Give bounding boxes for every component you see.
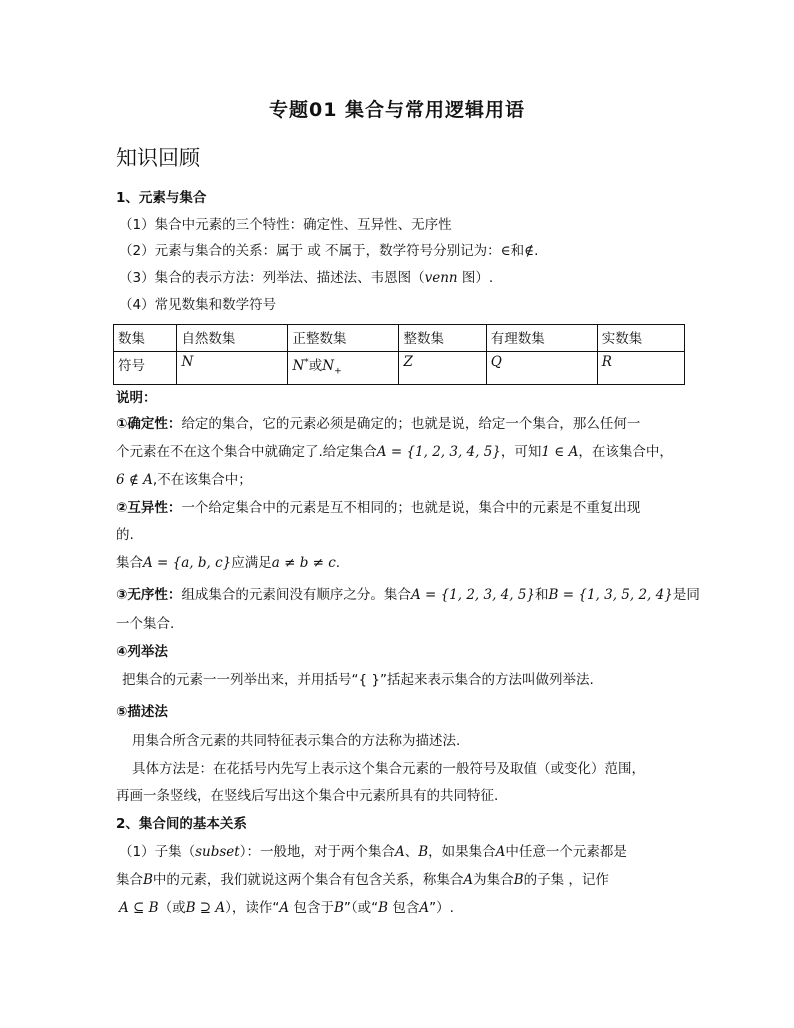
note1-text: ，在该集合中， [578,444,673,460]
section-heading: 知识回顾 [116,146,200,170]
subset-relation: A ⊆ B [119,900,159,916]
s2-text: ，如果集合 [428,844,496,860]
s2-text: 包含于 [289,900,334,916]
s2-text: ”）. [429,900,454,916]
s2-text: 包含 [388,900,420,916]
note1-text: 给定的集合，它的元素必须是确定的；也就是说，给定一个集合，那么任何一 [181,416,641,432]
s1-p2 [119,241,538,261]
symbol-star: * [304,357,309,368]
venn-term: venn [424,270,458,286]
symbol-n: N [292,358,305,374]
set-b-example: B = {1, 3, 5, 2, 4} [548,587,673,603]
s1-p3-post: 图）. [457,270,494,286]
note3-line1 [116,585,700,605]
s2-text: 、 [404,844,419,860]
set-abc: A = {a, b, c} [143,555,232,571]
s2-text: 中任意一个元素都是 [505,844,627,860]
note1-text: ，可知 [500,444,542,460]
table-row-label: 符号 [114,352,177,385]
s1-p2-end: . [534,243,539,259]
s1-p3 [119,268,493,288]
number-sets-table [113,324,685,385]
note1-text: 个元素在不在这个集合中就确定了.给定集合 [116,444,377,460]
note5-text3: 再画一条竖线，在竖线后写出这个集合中元素所具有的共同特征. [116,788,499,804]
s2-text: 为集合 [473,872,514,888]
note2-line1 [116,498,640,518]
s2-p1 [119,842,627,862]
set-a: A [279,900,290,916]
note2-line2: 的. [116,527,134,543]
note4-title: ④列举法 [116,644,168,660]
note1-line2 [116,442,673,462]
note2-title: ②互异性： [116,500,182,516]
note3-text: 是同 [672,587,700,603]
s2-text: ），读作“ [225,900,280,916]
note3-line2: 一个集合. [116,616,175,632]
s1-p1: （1）集合中元素的三个特性：确定性、互异性、无序性 [119,217,452,233]
table-row [114,325,685,352]
set-b: B [143,872,153,888]
integers-symbol: Z [399,352,486,385]
note3-text: 组成集合的元素间没有顺序之分。集合 [181,587,411,603]
subset-term: subset [195,844,240,860]
set-a: A [419,900,430,916]
or-text: 或 [308,358,323,374]
notes-label: 说明： [116,390,157,406]
page-title: 专题01 集合与常用逻辑用语 [268,99,526,121]
table-header-cell: 自然数集 [177,325,288,352]
note2-text: 集合 [116,555,143,571]
note1-title: ①确定性： [116,416,182,432]
symbol-n: N [322,358,335,374]
note2-line3 [116,553,340,573]
note5-title: ⑤描述法 [116,704,168,720]
set-b: B [418,844,429,860]
s2-p3 [119,898,454,918]
s2-text: 集合 [116,872,143,888]
distinct-condition: a ≠ b ≠ c [271,555,336,571]
s2-text: （1）子集（ [119,844,196,860]
rationals-symbol: Q [486,352,597,385]
s2-text: ）：一般地，对于两个集合 [239,844,395,860]
natural-numbers-symbol: N [177,352,288,385]
s1-p4: （4）常见数集和数学符号 [119,297,277,313]
note3-text: 和 [535,587,549,603]
note1-line3 [116,470,252,490]
s1-p2-text: （2）元素与集合的关系：属于 或 不属于，数学符号分别记为： [119,243,501,259]
note2-text: . [335,555,341,571]
s1-p3-text: （3）集合的表示方法：列举法、描述法、韦恩图（ [119,270,425,286]
set-b: B [378,900,389,916]
set-a: A [495,844,506,860]
note1-text: ,不在该集合中； [152,472,252,488]
set-b: B [513,872,524,888]
s2-heading: 2、集合间的基本关系 [116,816,247,832]
element-of-symbol: ∈ [500,243,511,259]
one-in-a: 1 ∈ A [541,444,579,460]
superset-relation: B ⊇ A [185,900,226,916]
set-b: B [333,900,344,916]
s2-text: ”（或“ [343,900,379,916]
note4-text: 把集合的元素一一列举出来，并用括号“{ }”括起来表示集合的方法叫做列举法. [122,672,594,688]
set-a: A [394,844,405,860]
note3-title: ③无序性： [116,587,182,603]
s1-p2-and: 和 [510,243,525,259]
table-header-cell: 数集 [114,325,177,352]
note5-text1: 用集合所含元素的共同特征表示集合的方法称为描述法. [132,733,461,749]
not-element-of-symbol: ∉ [524,243,535,259]
symbol-plus: + [334,366,342,377]
table-header-cell: 有理数集 [486,325,597,352]
six-not-in-a: 6 ∉ A [116,472,153,488]
table-header-cell: 整数集 [399,325,486,352]
s2-text: 中的元素，我们就说这两个集合有包含关系，称集合 [152,872,464,888]
set-a-example: A = {1, 2, 3, 4, 5} [410,587,536,603]
s2-p2 [116,870,609,890]
set-a-definition: A = {1, 2, 3, 4, 5} [376,444,501,460]
table-header-cell: 正整数集 [288,325,399,352]
reals-symbol: R [597,352,684,385]
note5-text2: 具体方法是：在花括号内先写上表示这个集合元素的一般符号及取值（或变化）范围， [132,761,645,777]
table-row [114,352,685,385]
s1-heading: 1、元素与集合 [116,190,207,206]
note2-text: 一个给定集合中的元素是互不相同的；也就是说，集合中的元素是不重复出现 [181,500,641,516]
note1-line1 [116,414,640,434]
s2-text: （或 [158,900,186,916]
note2-text: 应满足 [231,555,272,571]
positive-integers-symbol [288,352,399,385]
set-a: A [463,872,474,888]
s2-text: 的子集 ，记作 [523,872,609,888]
table-header-cell: 实数集 [597,325,684,352]
